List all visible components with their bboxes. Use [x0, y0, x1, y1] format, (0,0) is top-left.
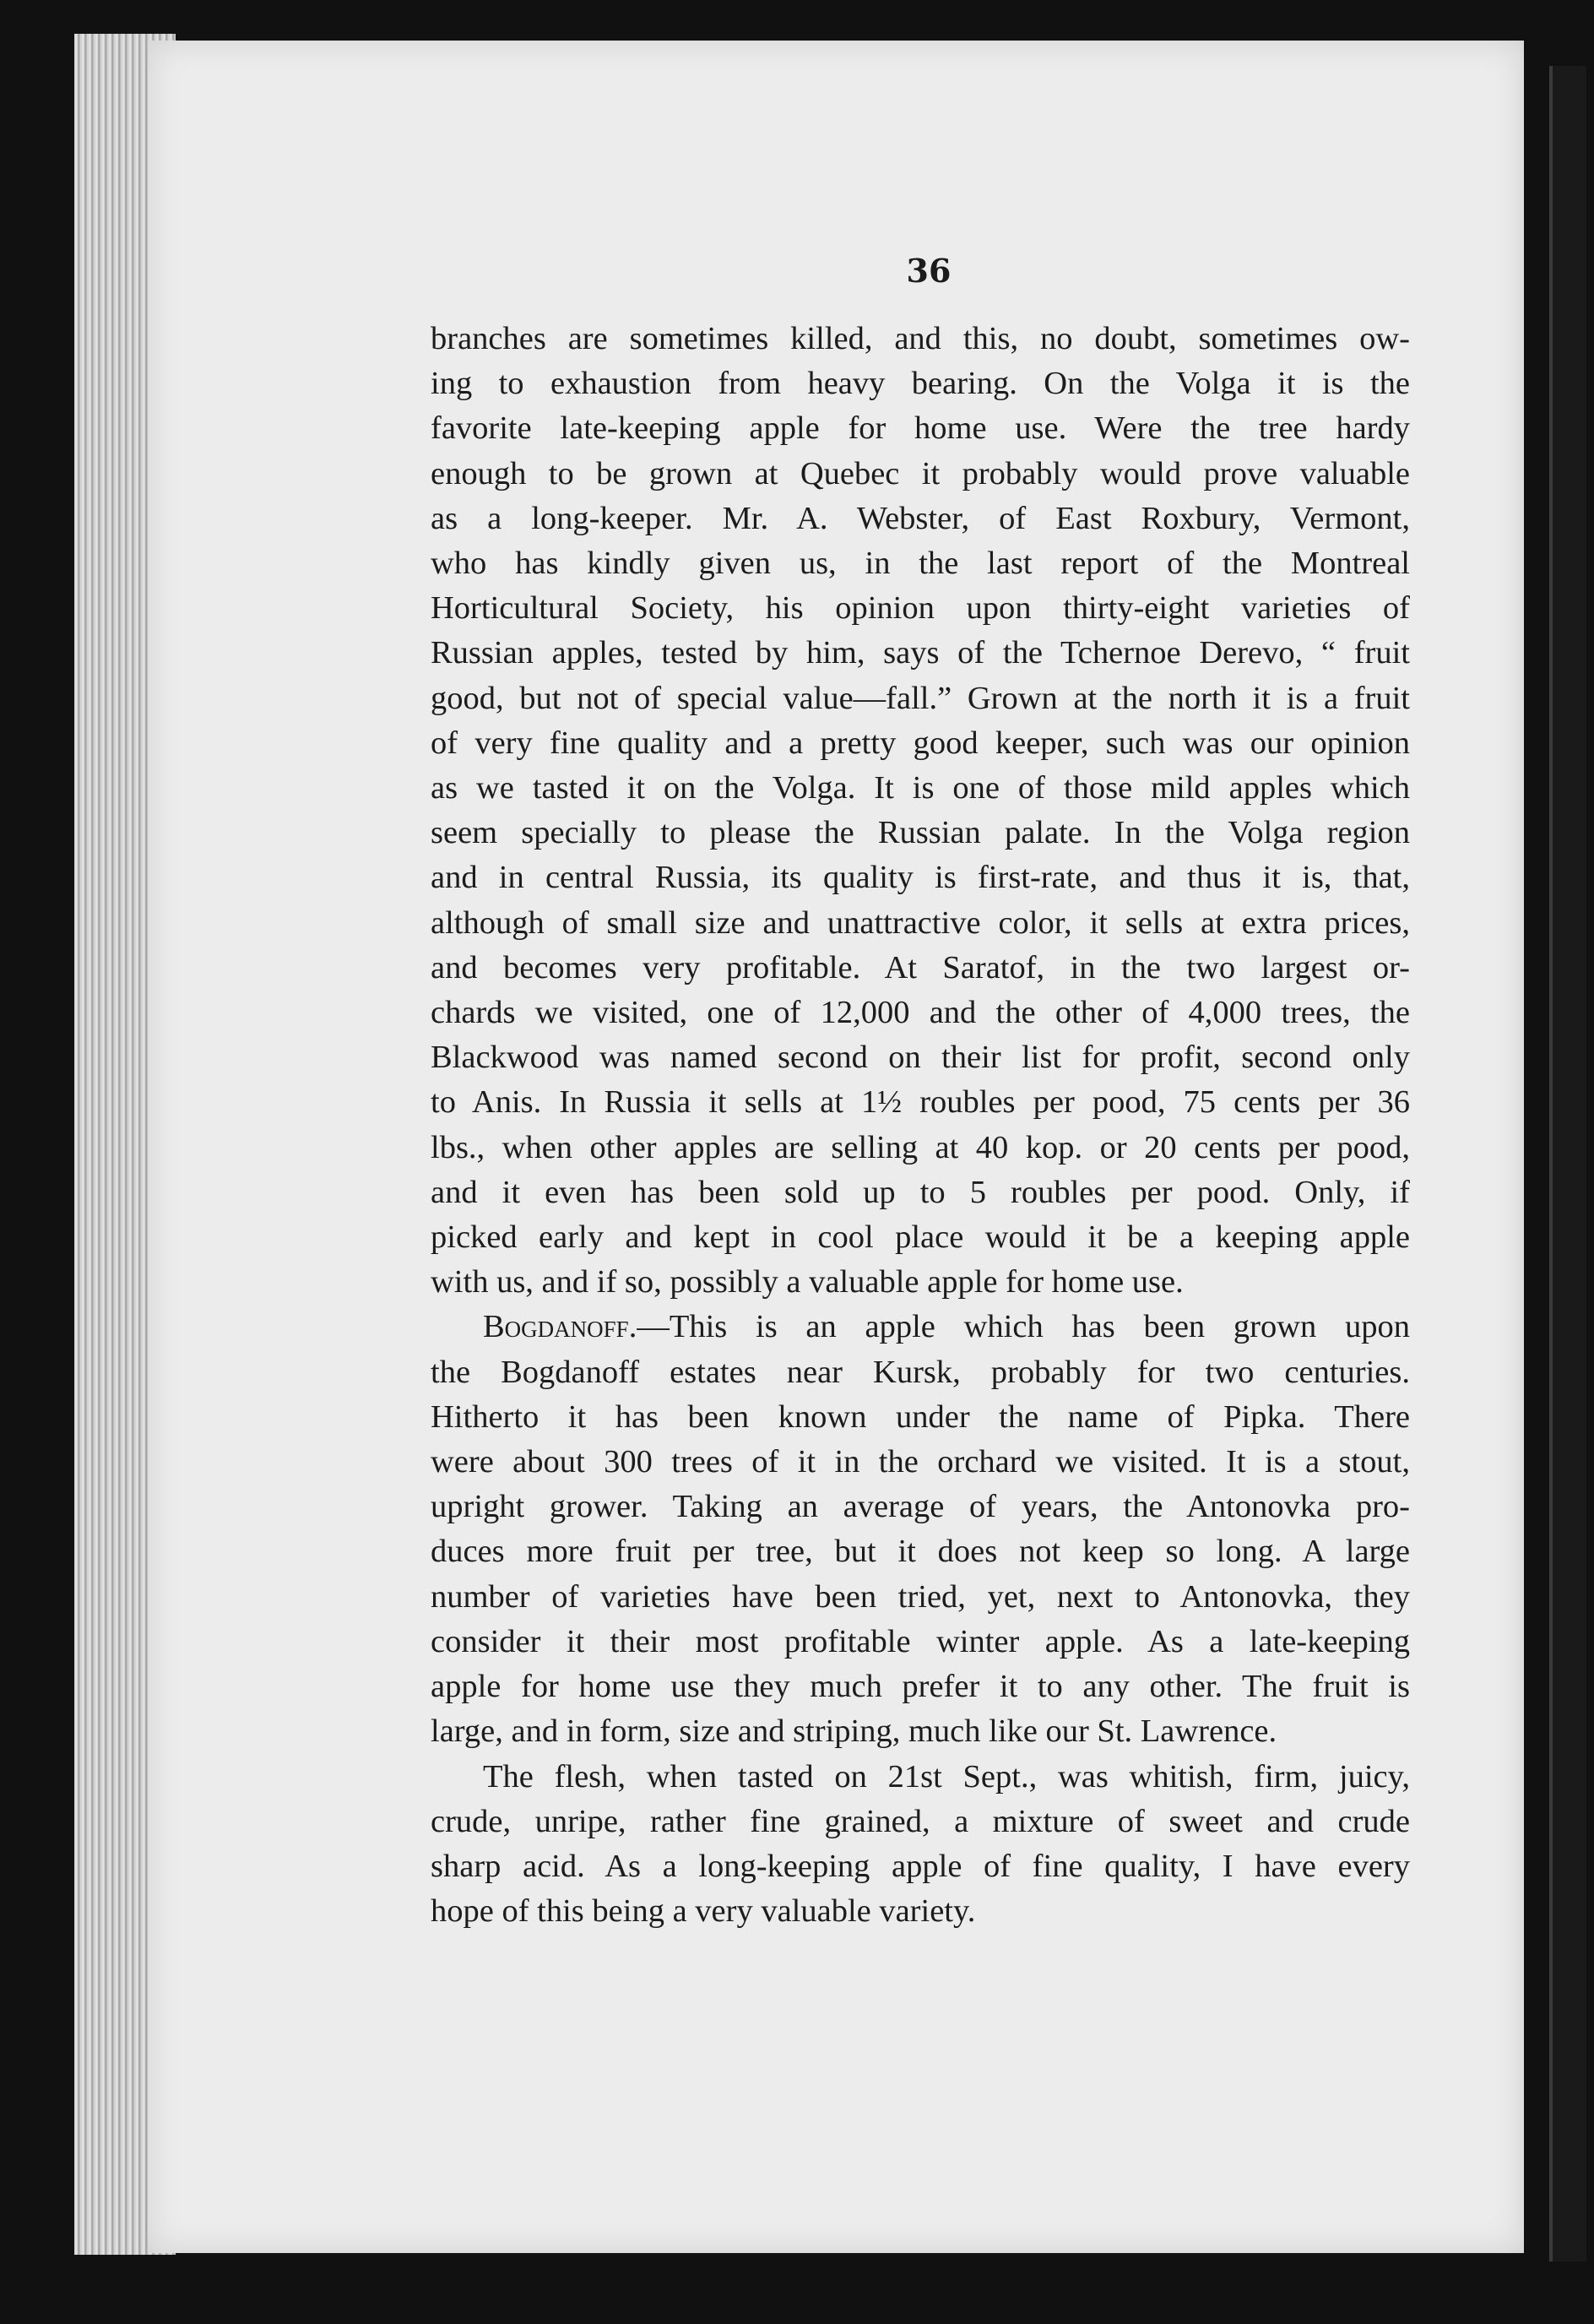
- text-line: upright grower. Taking an average of years, the Antonovka pro-: [431, 1489, 1410, 1525]
- text-line: picked early and kept in cool place would it be a keeping apple: [431, 1219, 1410, 1256]
- text-line: although of small size and unattractive color, it sells at extra prices,: [431, 904, 1410, 941]
- text-line: were about 300 trees of it in the orchard we visited. It is a stout,: [431, 1444, 1410, 1480]
- facing-page-edge: [1549, 66, 1586, 2262]
- text-line: the Bogdanoff estates near Kursk, probably for two centuries.: [431, 1354, 1410, 1390]
- text-line: lbs., when other apples are selling at 40 kop. or 20 cents per pood,: [431, 1129, 1410, 1165]
- text-line: with us, and if so, possibly a valuable apple for home use.: [431, 1264, 1184, 1300]
- text-line: Blackwood was named second on their list for profit, second only: [431, 1040, 1410, 1076]
- text-line: [431, 1305, 1410, 1349]
- text-line: apple for home use they much prefer it to any other. The fruit is: [431, 1669, 1410, 1705]
- body-text: [431, 317, 1410, 1934]
- text-line: of very fine quality and a pretty good keeper, such was our opinion: [431, 725, 1410, 761]
- page-number: 36: [906, 252, 952, 290]
- text-line: as a long-keeper. Mr. A. Webster, of East Roxbury, Vermont,: [431, 500, 1410, 536]
- text-line: Russian apples, tested by him, says of the Tchernoe Derevo, “ fruit: [431, 635, 1410, 671]
- text-line: chards we visited, one of 12,000 and the other of 4,000 trees, the: [431, 995, 1410, 1031]
- text-line: consider it their most profitable winter apple. As a late-keeping: [431, 1623, 1410, 1659]
- text-line: sharp acid. As a long-keeping apple of fine quality, I have every: [431, 1848, 1410, 1884]
- text-line: crude, unripe, rather fine grained, a mixture of sweet and crude: [431, 1803, 1410, 1839]
- text-line: Hitherto it has been known under the name of Pipka. There: [431, 1398, 1410, 1435]
- text-line: and becomes very profitable. At Saratof, in the two largest or-: [431, 949, 1410, 986]
- variety-heading: Bogdanoff.: [483, 1309, 637, 1345]
- text-line: branches are sometimes killed, and this, no doubt, sometimes ow-: [431, 321, 1410, 356]
- text-line: duces more fruit per tree, but it does not keep so long. A large: [431, 1534, 1410, 1570]
- text-line: and in central Russia, its quality is first-rate, and thus it is, that,: [431, 860, 1410, 896]
- text-line: large, and in form, size and striping, much like our St. Lawrence.: [431, 1713, 1277, 1750]
- text-line: good, but not of special value—fall.” Grown at the north it is a fruit: [431, 680, 1410, 716]
- text-line: favorite late-keeping apple for home use. Were the tree hardy: [431, 410, 1410, 447]
- text-line: Horticultural Society, his opinion upon thirty-eight varieties of: [431, 590, 1410, 627]
- text-line: The flesh, when tasted on 21st Sept., was whitish, firm, juicy,: [483, 1758, 1410, 1795]
- text-line: and it even has been sold up to 5 roubles per pood. Only, if: [431, 1174, 1410, 1210]
- text-line: as we tasted it on the Volga. It is one of those mild apples which: [431, 770, 1410, 806]
- text-line-content: —This is an apple which has been grown upon: [637, 1309, 1410, 1345]
- text-line: who has kindly given us, in the last report of the Montreal: [431, 546, 1410, 582]
- text-line: enough to be grown at Quebec it probably would prove valuable: [431, 455, 1410, 491]
- text-line: to Anis. In Russia it sells at 1½ roubles per pood, 75 cents per 36: [431, 1084, 1410, 1121]
- text-line: seem specially to please the Russian palate. In the Volga region: [431, 815, 1410, 851]
- text-line: ing to exhaustion from heavy bearing. On the Volga it is the: [431, 366, 1410, 402]
- text-line: number of varieties have been tried, yet, next to Antonovka, they: [431, 1578, 1410, 1615]
- text-line: hope of this being a very valuable variety.: [431, 1893, 976, 1930]
